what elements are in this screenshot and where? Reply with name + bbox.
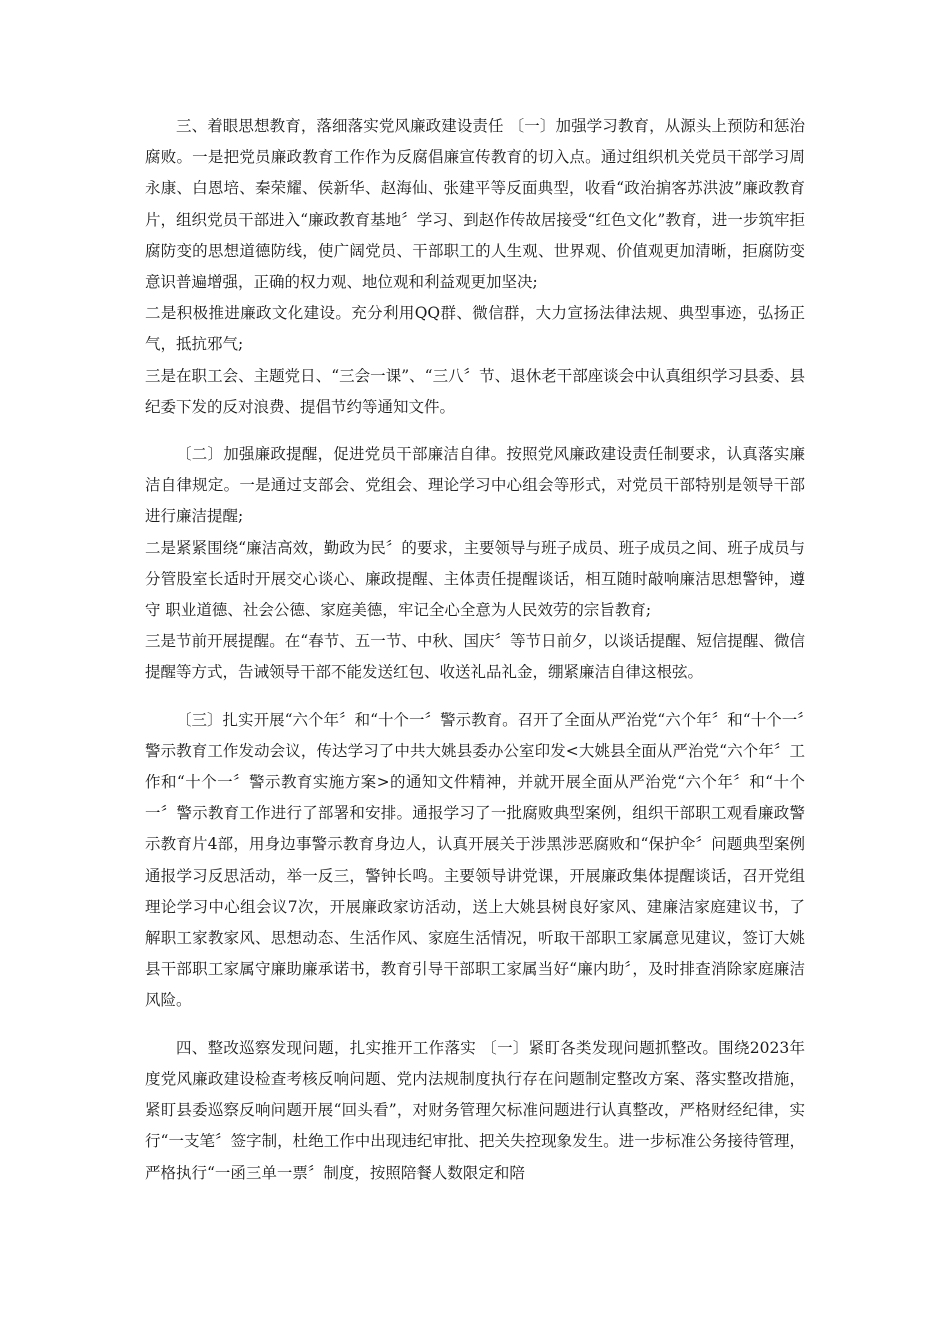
paragraph-subsection-two: 〔二〕加强廉政提醒，促进党员干部廉洁自律。按照党风廉政建设责任制要求，认真落实廉洁自律规定。一是通过支部会、党组会、理论学习中心组会等形式，对党员干部特别是领导干部进行廉洁提醒; — [145, 445, 805, 526]
paragraph-section-four: 四、整改巡察发现问题，扎实推开工作落实 〔一〕紧盯各类发现问题抓整改。围绕2023年度党风廉政建设检查考核反响问题、党内法规制度执行存在问题制定整改方案、落实整改措施，紧盯县委巡察反响问题开展“回头看”，对财务管理欠标准问题进行认真整改，严格财经纪律，实行“一支笔〞签字制，杜绝工作中出现违纪审批、把关失控现象发生。进一步标准公务接待管理，严格执行“一函三单一票〞制度，按照陪餐人数限定和陪 — [145, 1038, 805, 1182]
paragraph-subsection-three: 〔三〕扎实开展“六个年〞和“十个一〞警示教育。召开了全面从严治党“六个年〞和“十个一〞警示教育工作发动会议，传达学习了中共大姚县委办公室印发<大姚县全面从严治党“六个年〞工作和“十个一〞警示教育实施方案>的通知文件精神，并就开展全面从严治党“六个年〞和“十个一〞警示教育工作进行了部署和安排。通报学习了一批腐败典型案例，组织干部职工观看廉政警示教育片4部，用身边事警示教育身边人，认真开展关于涉黑涉恶腐败和“保护伞〞问题典型案例通报学习反思活动，举一反三，警钟长鸣。主要领导讲党课，开展廉政集体提醒谈话，召开党组理论学习中心组会议7次，开展廉政家访活动，送上大姚县树良好家风、建廉洁家庭建议书，了解职工家教家风、思想动态、生活作风、家庭生活情况，听取干部职工家属意见建议，签订大姚县干部职工家属守廉助廉承诺书，教育引导干部职工家属当好“廉内助〞，及时排查消除家庭廉洁风险。 — [145, 710, 805, 1010]
paragraph-subsection-two-item-three: 三是节前开展提醒。在“春节、五一节、中秋、国庆〞等节日前夕，以谈话提醒、短信提醒、微信提醒等方式，告诫领导干部不能发送红包、收送礼品礼金，绷紧廉洁自律这根弦。 — [145, 632, 805, 682]
paragraph-item-two: 二是积极推进廉政文化建设。充分利用QQ群、微信群，大力宣扬法律法规、典型事迹，弘扬正气，抵抗邪气; — [145, 304, 805, 354]
document-body — [145, 111, 805, 1189]
paragraph-subsection-two-item-two: 二是紧紧围绕“廉洁高效，勤政为民〞的要求，主要领导与班子成员、班子成员之间、班子成员与分管股室长适时开展交心谈心、廉政提醒、主体责任提醒谈话，相互随时敲响廉洁思想警钟，遵守 职业道德、社会公德、家庭美德，牢记全心全意为人民效劳的宗旨教育; — [145, 538, 805, 620]
paragraph-item-three: 三是在职工会、主题党日、“三会一课”、“三八〞节、退休老干部座谈会中认真组织学习县委、县纪委下发的反对浪费、提倡节约等通知文件。 — [145, 366, 805, 416]
paragraph-section-three: 三、着眼思想教育，落细落实党风廉政建设责任 〔一〕加强学习教育，从源头上预防和惩治腐败。一是把党员廉政教育工作作为反腐倡廉宣传教育的切入点。通过组织机关党员干部学习周永康、白恩培、秦荣耀、侯新华、赵海仙、张建平等反面典型，收看“政治掮客苏洪波”廉政教育片，组织党员干部进入“廉政教育基地〞学习、到赵作传故居接受“红色文化”教育，进一步筑牢拒腐防变的思想道德防线，使广阔党员、干部职工的人生观、世界观、价值观更加清晰，拒腐防变意识普遍增强，正确的权力观、地位观和利益观更加坚决; — [145, 117, 805, 292]
